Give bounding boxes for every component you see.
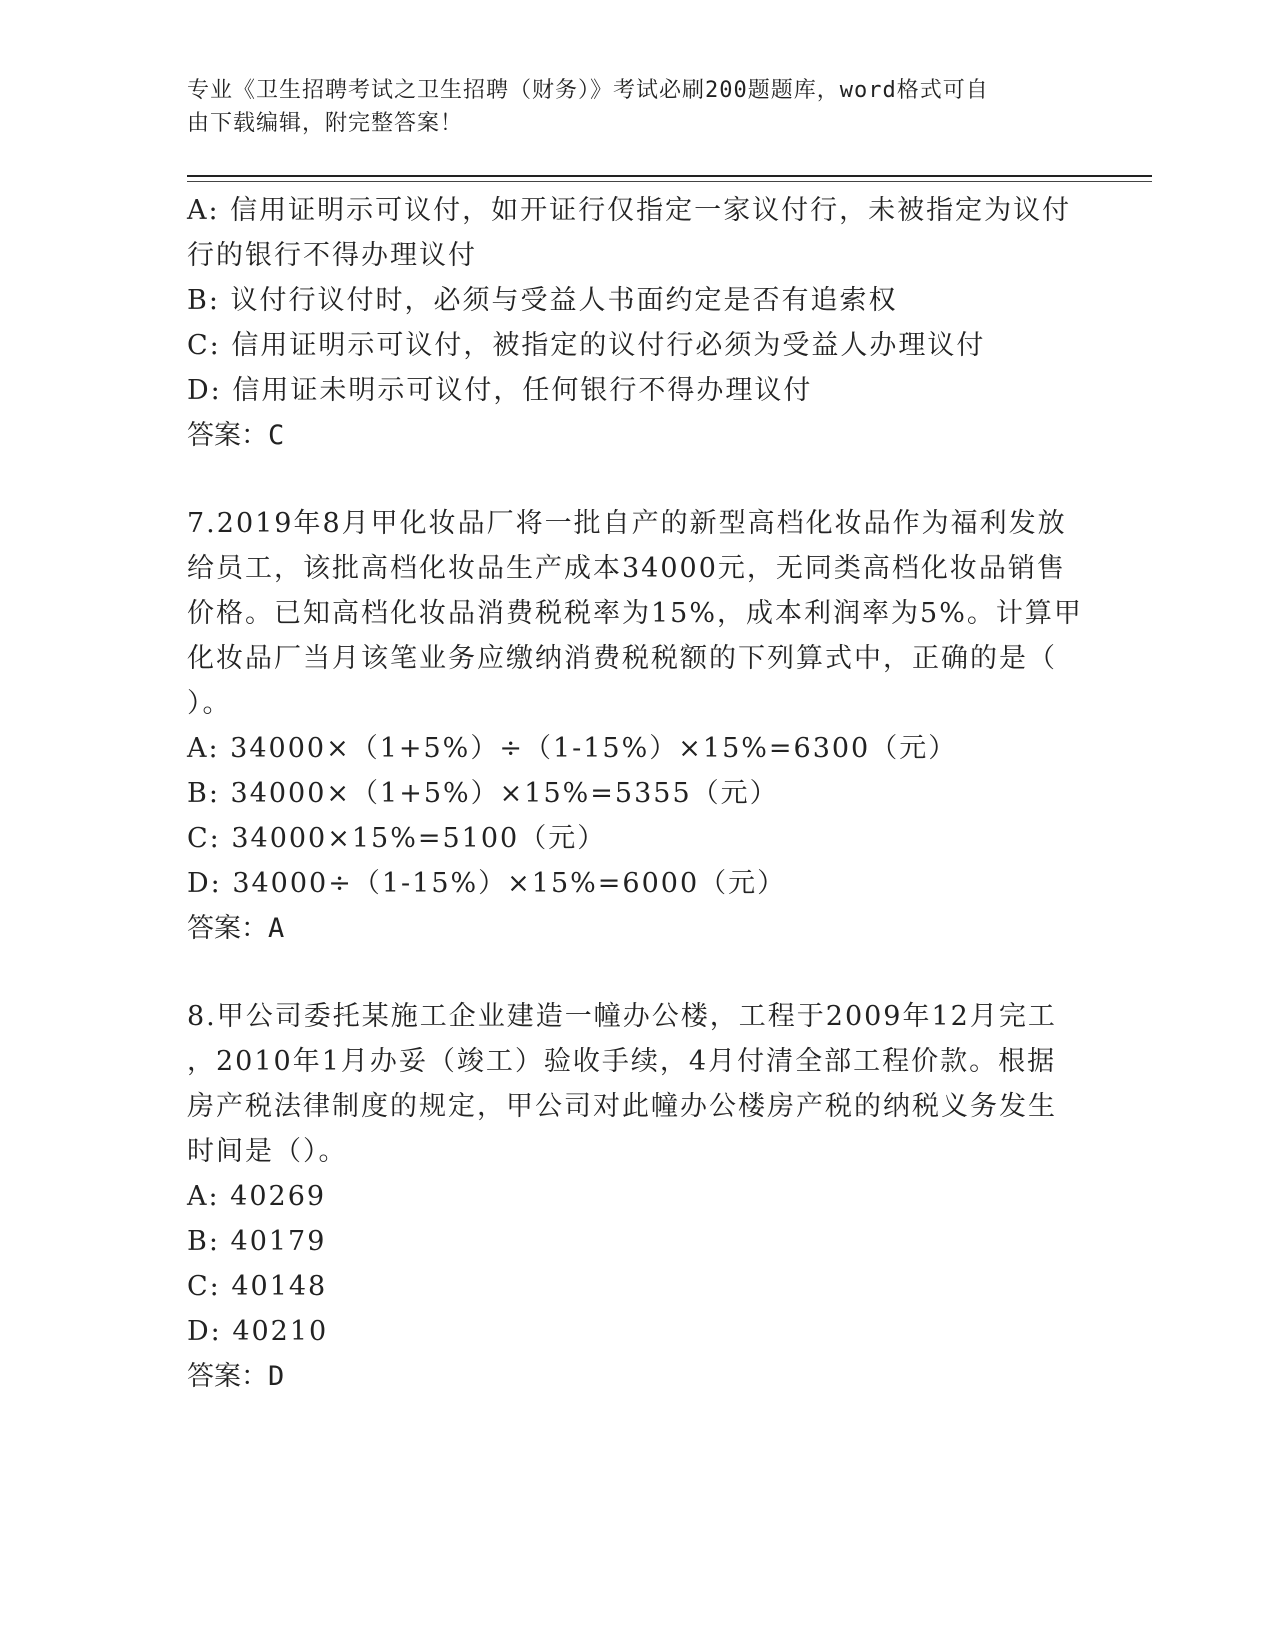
header-divider-thin	[187, 181, 1152, 182]
q7-option-c: C: 34000×15%=5100（元）	[187, 823, 607, 854]
q8-option-b: B: 40179	[187, 1226, 327, 1257]
spacer	[187, 951, 1087, 994]
q6-option-a-line-2: 行的银行不得办理议付	[187, 240, 477, 271]
q7-option-a: A: 34000×（1+5%）÷（1-15%）×15%=6300（元）	[187, 733, 958, 764]
q6-option-b: B: 议付行议付时，必须与受益人书面约定是否有追索权	[187, 285, 898, 316]
header-divider-thick	[187, 175, 1152, 177]
q8-answer: 答案：D	[187, 1361, 285, 1392]
q6-option-c: C: 信用证明示可议付，被指定的议付行必须为受益人办理议付	[187, 330, 986, 361]
q8-stem-line-4: 时间是（）。	[187, 1136, 348, 1167]
q8-option-a: A: 40269	[187, 1181, 327, 1212]
q6-answer: 答案：C	[187, 420, 285, 451]
q7-stem-line-1: 7.2019年8月甲化妆品厂将一批自产的新型高档化妆品作为福利发放	[187, 508, 1067, 539]
document-body	[187, 188, 1087, 1399]
q6-option-a-line-1: A: 信用证明示可议付，如开证行仅指定一家议付行，未被指定为议付	[187, 195, 1072, 226]
q7-stem-line-5: ）。	[187, 688, 232, 719]
q7-option-d: D: 34000÷（1-15%）×15%=6000（元）	[187, 868, 787, 899]
q6-option-d: D: 信用证未明示可议付，任何银行不得办理议付	[187, 375, 813, 406]
q8-stem-line-2: ，2010年1月办妥（竣工）验收手续，4月付清全部工程价款。根据	[187, 1046, 1057, 1077]
q8-stem-line-3: 房产税法律制度的规定，甲公司对此幢办公楼房产税的纳税义务发生	[187, 1091, 1057, 1122]
header-line-1: 专业《卫生招聘考试之卫生招聘（财务）》考试必刷200题题库，word格式可自	[187, 78, 989, 103]
q7-stem-line-4: 化妆品厂当月该笔业务应缴纳消费税税额的下列算式中，正确的是（	[187, 643, 1057, 674]
document-header	[187, 74, 1077, 140]
spacer	[187, 458, 1087, 501]
q7-stem-line-2: 给员工，该批高档化妆品生产成本34000元，无同类高档化妆品销售	[187, 553, 1066, 584]
question-6	[187, 188, 1087, 458]
q8-option-d: D: 40210	[187, 1316, 329, 1347]
header-line-2: 由下载编辑，附完整答案！	[187, 111, 464, 136]
q7-option-b: B: 34000×（1+5%）×15%=5355（元）	[187, 778, 779, 809]
q8-stem-line-1: 8.甲公司委托某施工企业建造一幢办公楼，工程于2009年12月完工	[187, 1001, 1057, 1032]
q8-option-c: C: 40148	[187, 1271, 328, 1302]
question-7	[187, 501, 1087, 951]
q7-stem-line-3: 价格。已知高档化妆品消费税税率为15%，成本利润率为5%。计算甲	[187, 598, 1083, 629]
question-8	[187, 994, 1087, 1399]
q7-answer: 答案：A	[187, 913, 285, 944]
